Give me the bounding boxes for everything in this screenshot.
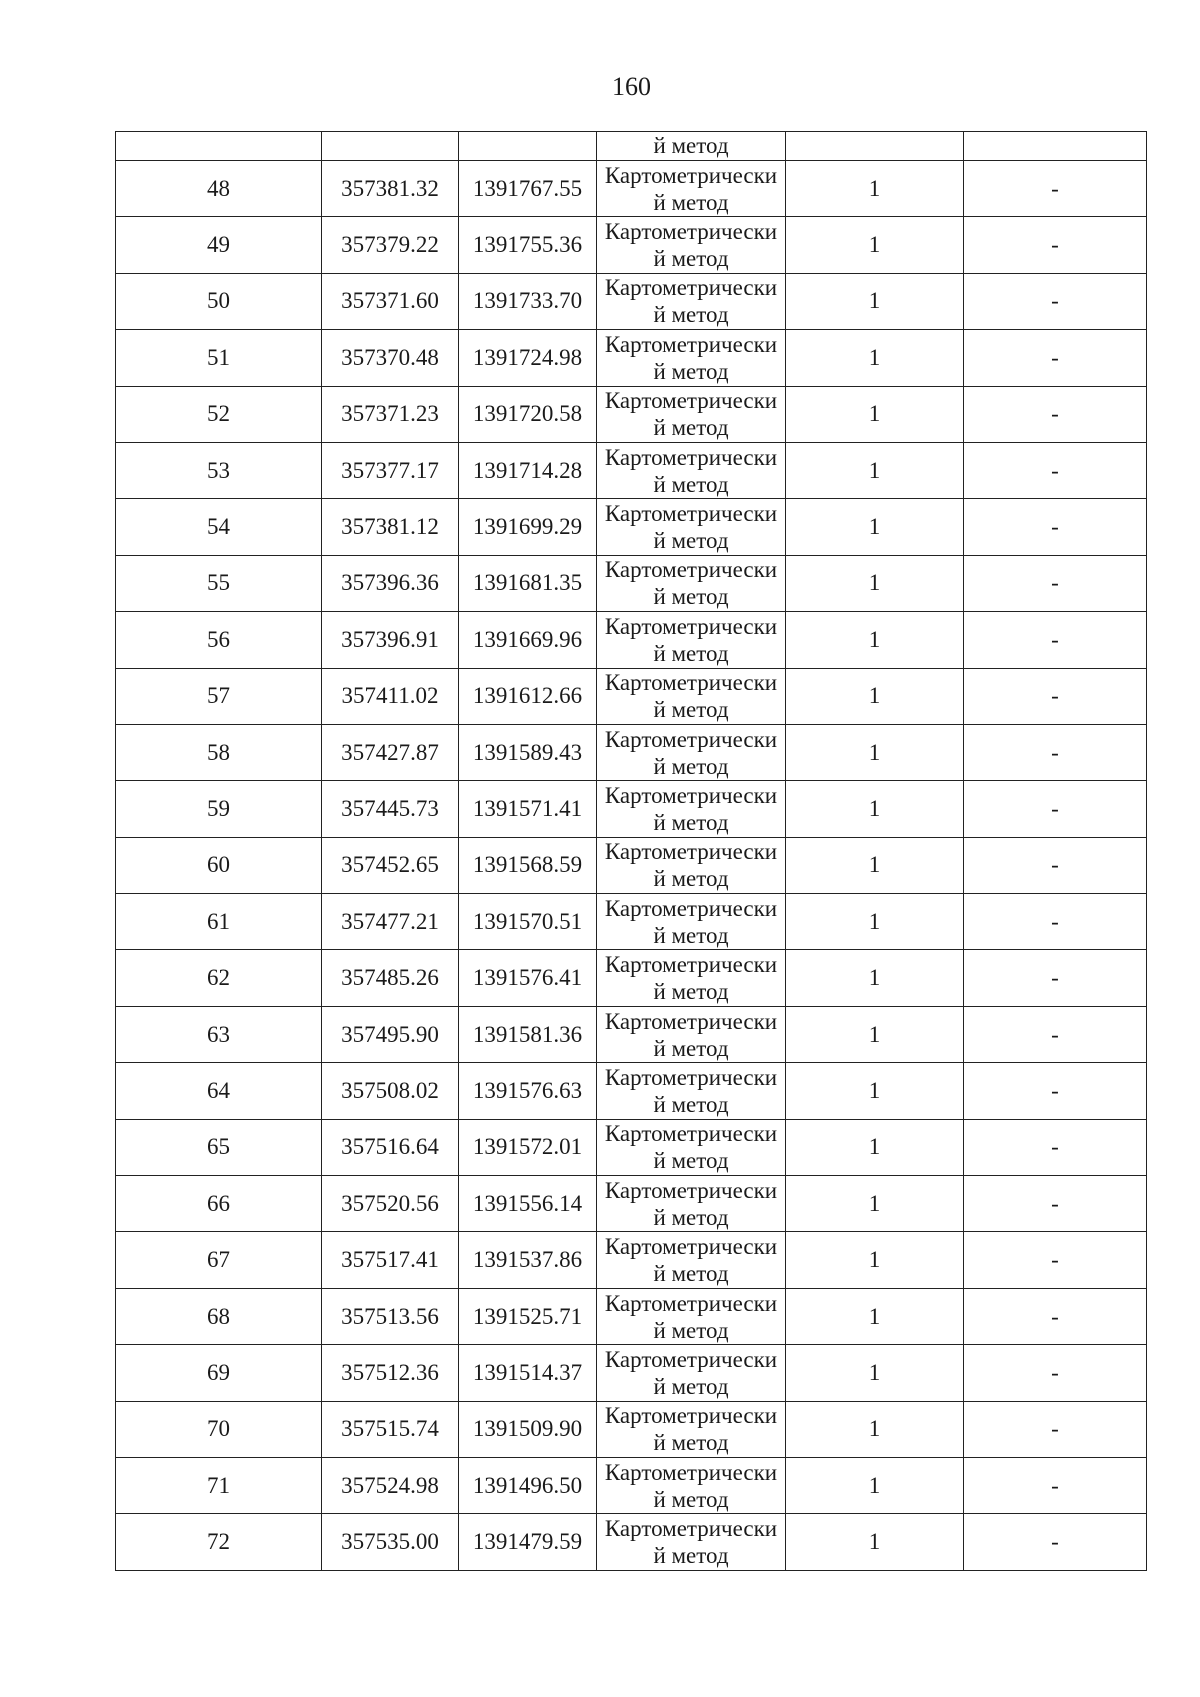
cell-description: - [964,1457,1147,1513]
cell-y: 1391570.51 [459,894,597,950]
cell-x: 357427.87 [322,724,459,780]
cell-accuracy: 1 [786,1345,964,1401]
cell-accuracy: 1 [786,555,964,611]
method-text-line2: й метод [653,922,729,948]
table-row [116,837,1147,893]
table-row [116,1006,1147,1062]
cell-method [597,1345,786,1401]
method-text-line2: й метод [653,753,729,779]
cell-accuracy: 1 [786,1457,964,1513]
cell-x [322,132,459,161]
table-row [116,668,1147,724]
cell-description: - [964,668,1147,724]
cell-accuracy: 1 [786,1232,964,1288]
cell-accuracy: 1 [786,1514,964,1570]
cell-description: - [964,1401,1147,1457]
method-text-line1: Картометрически [604,670,778,696]
cell-method [597,1232,786,1288]
method-text-line2: й метод [653,302,729,328]
cell-description: - [964,217,1147,273]
cell-point-number: 54 [116,499,322,555]
method-text-line2: й метод [653,1486,729,1512]
cell-x: 357520.56 [322,1176,459,1232]
method-text-line2: й метод [653,1204,729,1230]
cell-x: 357517.41 [322,1232,459,1288]
cell-y: 1391537.86 [459,1232,597,1288]
method-text-line1: Картометрически [604,444,778,470]
cell-point-number: 68 [116,1288,322,1344]
table-row [116,161,1147,217]
method-text-line1: Картометрически [604,1346,778,1372]
cell-x: 357377.17 [322,442,459,498]
cell-method [597,1063,786,1119]
table-row [116,612,1147,668]
cell-y: 1391479.59 [459,1514,597,1570]
cell-accuracy: 1 [786,1401,964,1457]
cell-point-number: 59 [116,781,322,837]
cell-accuracy: 1 [786,612,964,668]
method-text-line1: Картометрически [604,1008,778,1034]
cell-point-number: 57 [116,668,322,724]
cell-y: 1391556.14 [459,1176,597,1232]
cell-description: - [964,386,1147,442]
cell-y: 1391514.37 [459,1345,597,1401]
cell-description: - [964,724,1147,780]
cell-point-number: 48 [116,161,322,217]
table-row [116,1345,1147,1401]
cell-x: 357371.60 [322,273,459,329]
table-row [116,1288,1147,1344]
cell-point-number: 67 [116,1232,322,1288]
table-row [116,1063,1147,1119]
cell-point-number: 56 [116,612,322,668]
method-text-line2: й метод [653,528,729,554]
method-text-line1: Картометрически [604,1121,778,1147]
cell-point-number: 71 [116,1457,322,1513]
cell-y: 1391714.28 [459,442,597,498]
cell-accuracy: 1 [786,1288,964,1344]
cell-method [597,499,786,555]
cell-description: - [964,1345,1147,1401]
cell-method [597,1119,786,1175]
cell-x: 357396.91 [322,612,459,668]
cell-x: 357513.56 [322,1288,459,1344]
table-row [116,386,1147,442]
cell-x: 357381.12 [322,499,459,555]
method-text-line1: Картометрически [604,782,778,808]
table-row [116,781,1147,837]
cell-accuracy: 1 [786,330,964,386]
cell-point-number: 60 [116,837,322,893]
cell-point-number: 63 [116,1006,322,1062]
cell-x: 357524.98 [322,1457,459,1513]
cell-description: - [964,1514,1147,1570]
method-text-line2: й метод [653,358,729,384]
cell-y: 1391509.90 [459,1401,597,1457]
method-text-line1: Картометрически [604,1403,778,1429]
method-text-line1: Картометрически [604,275,778,301]
cell-description: - [964,1006,1147,1062]
method-text-line2: й метод [653,979,729,1005]
cell-method: й метод [597,132,786,161]
method-text-line1: Картометрически [604,162,778,188]
method-text-line2: й метод [653,246,729,272]
cell-x: 357477.21 [322,894,459,950]
cell-y: 1391669.96 [459,612,597,668]
table-row [116,1176,1147,1232]
cell-method [597,1006,786,1062]
cell-method [597,668,786,724]
cell-method [597,1401,786,1457]
method-text-line2: й метод [653,866,729,892]
cell-accuracy: 1 [786,837,964,893]
cell-y: 1391681.35 [459,555,597,611]
cell-y: 1391576.63 [459,1063,597,1119]
method-text-line2: й метод [653,1091,729,1117]
cell-method [597,386,786,442]
method-text-line2: й метод [653,584,729,610]
cell-method [597,1514,786,1570]
cell-description: - [964,950,1147,1006]
cell-x: 357445.73 [322,781,459,837]
cell-point-number: 53 [116,442,322,498]
cell-description: - [964,1176,1147,1232]
table-row [116,1119,1147,1175]
cell-description: - [964,894,1147,950]
method-text-line1: Картометрически [604,1064,778,1090]
cell-point-number: 70 [116,1401,322,1457]
cell-point-number: 52 [116,386,322,442]
table-row [116,499,1147,555]
method-text-line2: й метод [653,415,729,441]
cell-x: 357495.90 [322,1006,459,1062]
cell-point-number: 64 [116,1063,322,1119]
cell-accuracy: 1 [786,1006,964,1062]
method-text-line2: й метод [653,1261,729,1287]
cell-accuracy: 1 [786,781,964,837]
cell-y: 1391576.41 [459,950,597,1006]
table-row [116,1401,1147,1457]
method-text-line1: Картометрически [604,501,778,527]
cell-accuracy: 1 [786,442,964,498]
method-text-line1: Картометрически [604,1459,778,1485]
coordinates-table-body [116,132,1147,1571]
cell-description: - [964,1288,1147,1344]
cell-y: 1391572.01 [459,1119,597,1175]
table-row [116,442,1147,498]
method-text-line2: й метод [653,697,729,723]
cell-point-number [116,132,322,161]
cell-accuracy: 1 [786,217,964,273]
table-row [116,1457,1147,1513]
cell-method [597,950,786,1006]
method-text-line1: Картометрически [604,1234,778,1260]
table-row [116,1232,1147,1288]
table-row [116,724,1147,780]
method-text-line1: Картометрически [604,331,778,357]
cell-method [597,161,786,217]
cell-x: 357379.22 [322,217,459,273]
cell-x: 357535.00 [322,1514,459,1570]
cell-y: 1391733.70 [459,273,597,329]
cell-x: 357512.36 [322,1345,459,1401]
cell-point-number: 66 [116,1176,322,1232]
cell-method [597,217,786,273]
table-row [116,330,1147,386]
cell-y: 1391589.43 [459,724,597,780]
cell-x: 357396.36 [322,555,459,611]
method-text-line2: й метод [653,471,729,497]
method-text-line2: й метод [653,1430,729,1456]
cell-x: 357508.02 [322,1063,459,1119]
cell-x: 357370.48 [322,330,459,386]
method-text-line2: й метод [653,809,729,835]
cell-method [597,1457,786,1513]
table-row [116,950,1147,1006]
cell-point-number: 49 [116,217,322,273]
cell-y: 1391496.50 [459,1457,597,1513]
cell-description: - [964,442,1147,498]
cell-accuracy: 1 [786,950,964,1006]
cell-description: - [964,1119,1147,1175]
cell-method [597,442,786,498]
cell-x: 357411.02 [322,668,459,724]
cell-y: 1391581.36 [459,1006,597,1062]
cell-method [597,837,786,893]
cell-description: - [964,499,1147,555]
cell-description: - [964,781,1147,837]
cell-accuracy [786,132,964,161]
method-text-line1: Картометрически [604,726,778,752]
cell-x: 357381.32 [322,161,459,217]
cell-description: - [964,612,1147,668]
cell-accuracy: 1 [786,1063,964,1119]
cell-method [597,1288,786,1344]
table-row [116,1514,1147,1570]
cell-y: 1391568.59 [459,837,597,893]
cell-description: - [964,330,1147,386]
cell-point-number: 69 [116,1345,322,1401]
page-number: 160 [612,72,651,101]
cell-accuracy: 1 [786,668,964,724]
cell-method [597,894,786,950]
cell-accuracy: 1 [786,724,964,780]
cell-point-number: 50 [116,273,322,329]
cell-y: 1391755.36 [459,217,597,273]
cell-method [597,330,786,386]
cell-accuracy: 1 [786,161,964,217]
cell-y: 1391525.71 [459,1288,597,1344]
cell-accuracy: 1 [786,499,964,555]
cell-method [597,724,786,780]
cell-description: - [964,161,1147,217]
cell-accuracy: 1 [786,894,964,950]
continuation-row [116,132,1147,161]
cell-x: 357515.74 [322,1401,459,1457]
cell-accuracy: 1 [786,273,964,329]
cell-description [964,132,1147,161]
cell-point-number: 65 [116,1119,322,1175]
cell-point-number: 51 [116,330,322,386]
cell-y [459,132,597,161]
table-row [116,894,1147,950]
cell-point-number: 72 [116,1514,322,1570]
table-row [116,273,1147,329]
cell-method [597,273,786,329]
cell-accuracy: 1 [786,1119,964,1175]
method-text-line2: й метод [653,640,729,666]
cell-point-number: 58 [116,724,322,780]
cell-method [597,1176,786,1232]
cell-x: 357371.23 [322,386,459,442]
cell-y: 1391767.55 [459,161,597,217]
method-text-line1: Картометрически [604,839,778,865]
cell-method [597,781,786,837]
method-text-line2: й метод [653,1035,729,1061]
method-text-line1: Картометрически [604,1290,778,1316]
coordinates-table [115,131,1147,1571]
table-row [116,217,1147,273]
cell-description: - [964,555,1147,611]
cell-point-number: 61 [116,894,322,950]
cell-x: 357516.64 [322,1119,459,1175]
cell-point-number: 55 [116,555,322,611]
cell-accuracy: 1 [786,1176,964,1232]
method-text-line1: Картометрически [604,219,778,245]
method-text-line2: й метод [653,1317,729,1343]
cell-method [597,555,786,611]
cell-description: - [964,273,1147,329]
cell-y: 1391699.29 [459,499,597,555]
method-text-line1: Картометрически [604,895,778,921]
cell-x: 357485.26 [322,950,459,1006]
method-text-line2: й метод [653,1373,729,1399]
method-text-line1: Картометрически [604,388,778,414]
method-text-line1: Картометрически [604,557,778,583]
table-row [116,555,1147,611]
cell-y: 1391720.58 [459,386,597,442]
method-text-line1: Картометрически [604,1516,778,1542]
cell-point-number: 62 [116,950,322,1006]
cell-accuracy: 1 [786,386,964,442]
cell-x: 357452.65 [322,837,459,893]
cell-description: - [964,837,1147,893]
method-text-line1: Картометрически [604,613,778,639]
cell-description: - [964,1063,1147,1119]
method-text-line1: Картометрически [604,1177,778,1203]
cell-y: 1391724.98 [459,330,597,386]
method-text-line2: й метод [653,189,729,215]
cell-y: 1391571.41 [459,781,597,837]
cell-y: 1391612.66 [459,668,597,724]
cell-description: - [964,1232,1147,1288]
method-text-line2: й метод [653,1148,729,1174]
cell-method [597,612,786,668]
method-text-line1: Картометрически [604,952,778,978]
method-text-line2: й метод [653,1543,729,1569]
